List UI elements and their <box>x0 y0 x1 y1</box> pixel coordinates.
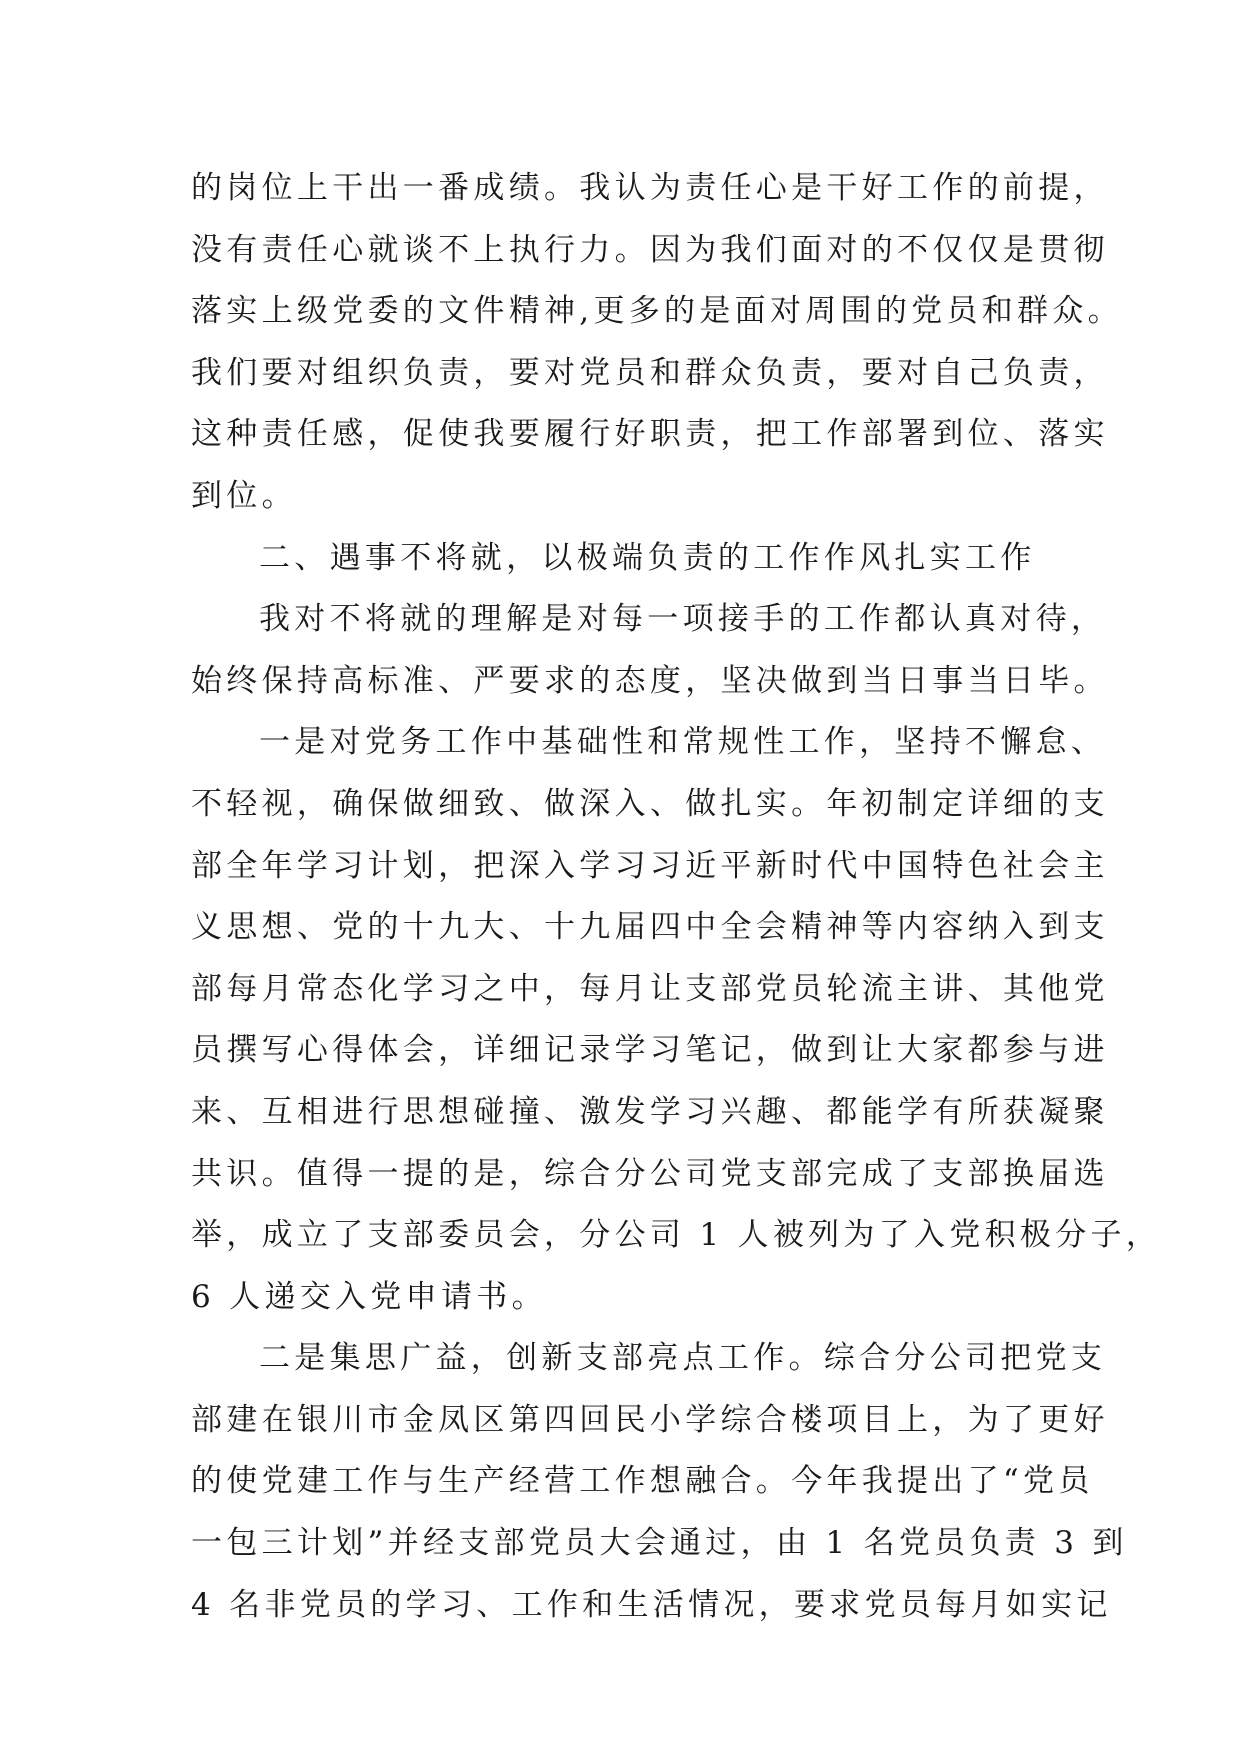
text-line: 部每月常态化学习之中，每月让支部党员轮流主讲、其他党 <box>191 970 1109 1007</box>
text-line: 我对不将就的理解是对每一项接手的工作都认真对待， <box>259 601 1107 638</box>
text-line: 员撰写心得体会，详细记录学习笔记，做到让大家都参与进 <box>191 1032 1109 1069</box>
text-line: 举，成立了支部委员会，分公司 1 人被列为了入党积极分子， <box>191 1217 1162 1254</box>
text-line: 我们要对组织负责，要对党员和群众负责，要对自己负责， <box>191 354 1109 391</box>
body-text <box>191 158 1162 1636</box>
text-line: 二是集思广益，创新支部亮点工作。综合分公司把党支 <box>259 1340 1107 1377</box>
text-line: 一是对党务工作中基础性和常规性工作，坚持不懈怠、 <box>259 724 1107 761</box>
text-line: 到位。 <box>191 477 297 514</box>
text-line: 义思想、党的十九大、十九届四中全会精神等内容纳入到支 <box>191 909 1109 946</box>
text-line: 的使党建工作与生产经营工作想融合。今年我提出了“党员 <box>191 1463 1094 1500</box>
text-line: 共识。值得一提的是，综合分公司党支部完成了支部换届选 <box>191 1155 1109 1192</box>
text-line: 二、遇事不将就，以极端负责的工作作风扎实工作 <box>259 539 1036 576</box>
text-line: 的岗位上干出一番成绩。我认为责任心是干好工作的前提， <box>191 170 1109 206</box>
text-line: 部建在银川市金凤区第四回民小学综合楼项目上，为了更好 <box>191 1401 1109 1438</box>
text-line: 没有责任心就谈不上执行力。因为我们面对的不仅仅是贯彻 <box>191 231 1109 268</box>
text-line: 落实上级党委的文件精神,更多的是面对周围的党员和群众。 <box>191 293 1123 330</box>
text-line: 来、互相进行思想碰撞、激发学习兴趣、都能学有所获凝聚 <box>191 1093 1109 1130</box>
text-line: 一包三计划”并经支部党员大会通过，由 1 名党员负责 3 到 <box>191 1525 1128 1562</box>
text-line: 不轻视，确保做细致、做深入、做扎实。年初制定详细的支 <box>191 785 1109 822</box>
text-line: 始终保持高标准、严要求的态度，坚决做到当日事当日毕。 <box>191 662 1109 699</box>
text-line: 这种责任感，促使我要履行好职责，把工作部署到位、落实 <box>191 416 1109 453</box>
text-line: 6 人递交入党申请书。 <box>191 1278 547 1315</box>
text-line: 部全年学习计划，把深入学习习近平新时代中国特色社会主 <box>191 847 1109 884</box>
text-line: 4 名非党员的学习、工作和生活情况，要求党员每月如实记 <box>191 1586 1112 1623</box>
